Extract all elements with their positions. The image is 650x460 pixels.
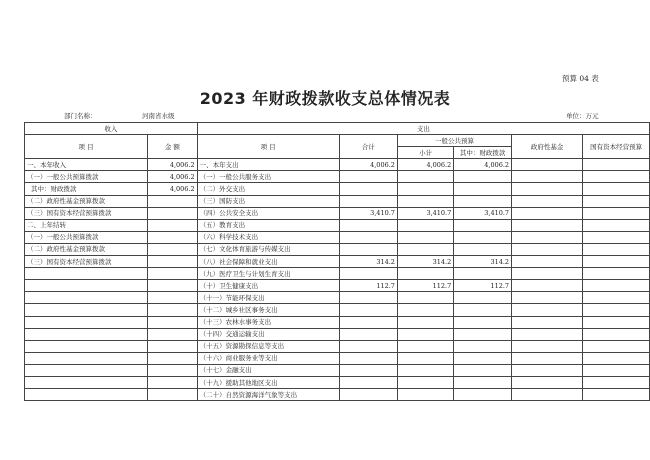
table-row: [25, 364, 650, 376]
expense-fiscal-cell: 3,410.7: [454, 207, 512, 219]
state-capital-cell: [583, 328, 650, 340]
gov-fund-cell: [512, 389, 583, 401]
expense-fiscal-cell: 4,006.2: [454, 159, 512, 171]
table-row: [25, 389, 650, 401]
header-row-2: [25, 135, 650, 147]
expense-subtotal-cell: 4,006.2: [397, 159, 453, 171]
income-amount-cell: [148, 304, 198, 316]
state-capital-cell: [583, 256, 650, 268]
income-item-cell: （二）政府性基金预算拨款: [25, 195, 148, 207]
expense-subtotal-cell: [397, 328, 453, 340]
table-row: [25, 268, 650, 280]
expense-item-cell: （十四）交通运输支出: [197, 328, 339, 340]
income-item-cell: [25, 376, 148, 388]
table-row: [25, 183, 650, 195]
expense-fiscal-cell: [454, 195, 512, 207]
state-capital-cell: [583, 171, 650, 183]
gov-fund-cell: [512, 195, 583, 207]
expense-subtotal-cell: 314.2: [397, 256, 453, 268]
expense-item-header: 项 目: [197, 135, 339, 159]
table-row: [25, 243, 650, 255]
expense-item-cell: （六）科学技术支出: [197, 231, 339, 243]
income-item-cell: [25, 280, 148, 292]
gov-fund-cell: [512, 268, 583, 280]
expense-item-cell: （八）社会保障和就业支出: [197, 256, 339, 268]
expense-item-cell: （十一）节能环保支出: [197, 292, 339, 304]
state-capital-cell: [583, 268, 650, 280]
expense-item-cell: （十五）资源勘探信息等支出: [197, 340, 339, 352]
expense-fiscal-cell: [454, 304, 512, 316]
expense-item-cell: （十六）商业服务业等支出: [197, 352, 339, 364]
income-amount-cell: [148, 195, 198, 207]
expense-subtotal-cell: [397, 340, 453, 352]
expense-total-cell: [339, 231, 397, 243]
expense-total-cell: 112.7: [339, 280, 397, 292]
expense-subtotal-cell: [397, 195, 453, 207]
expense-header: 支出: [197, 123, 649, 135]
income-amount-cell: 4,006.2: [148, 183, 198, 195]
expense-subtotal-cell: [397, 219, 453, 231]
state-capital-cell: [583, 183, 650, 195]
gov-fund-cell: [512, 219, 583, 231]
income-amount-header: 金 额: [148, 135, 198, 159]
expense-fiscal-cell: [454, 231, 512, 243]
income-item-header: 项 目: [25, 135, 148, 159]
income-item-cell: 二、上年结转: [25, 219, 148, 231]
gov-fund-cell: [512, 256, 583, 268]
state-capital-header: 国有资本经营预算: [583, 135, 650, 159]
table-row: [25, 376, 650, 388]
expense-subtotal-cell: [397, 376, 453, 388]
income-item-cell: （三）国有资本经营预算拨款: [25, 256, 148, 268]
budget-table: [24, 122, 650, 401]
income-amount-cell: [148, 219, 198, 231]
expense-subtotal-cell: [397, 316, 453, 328]
table-row: [25, 316, 650, 328]
expense-subtotal-cell: 3,410.7: [397, 207, 453, 219]
income-item-cell: [25, 328, 148, 340]
general-budget-header: 一般公共预算: [397, 135, 511, 147]
expense-item-cell: （二）外交支出: [197, 183, 339, 195]
expense-total-cell: [339, 376, 397, 388]
gov-fund-cell: [512, 292, 583, 304]
income-amount-cell: [148, 389, 198, 401]
gov-fund-cell: [512, 280, 583, 292]
expense-subtotal-cell: [397, 292, 453, 304]
gov-fund-header: 政府性基金: [512, 135, 583, 159]
expense-item-cell: （十二）城乡社区事务支出: [197, 304, 339, 316]
income-item-cell: （一）一般公共预算拨款: [25, 171, 148, 183]
expense-item-cell: （十九）援助其他地区支出: [197, 376, 339, 388]
income-item-cell: [25, 352, 148, 364]
state-capital-cell: [583, 219, 650, 231]
income-amount-cell: [148, 340, 198, 352]
state-capital-cell: [583, 304, 650, 316]
income-item-cell: [25, 304, 148, 316]
gov-fund-cell: [512, 183, 583, 195]
expense-total-cell: [339, 304, 397, 316]
state-capital-cell: [583, 340, 650, 352]
fiscal-header: 其中：财政拨款: [454, 147, 512, 159]
income-item-cell: [25, 389, 148, 401]
income-amount-cell: [148, 364, 198, 376]
table-row: [25, 256, 650, 268]
gov-fund-cell: [512, 231, 583, 243]
expense-total-cell: 3,410.7: [339, 207, 397, 219]
income-header: 收入: [25, 123, 198, 135]
expense-fiscal-cell: [454, 364, 512, 376]
expense-fiscal-cell: [454, 352, 512, 364]
gov-fund-cell: [512, 376, 583, 388]
expense-item-cell: （七）文化体育旅游与传媒支出: [197, 243, 339, 255]
expense-fiscal-cell: [454, 292, 512, 304]
expense-fiscal-cell: [454, 376, 512, 388]
income-item-cell: [25, 364, 148, 376]
income-amount-cell: [148, 268, 198, 280]
header-row-1: [25, 123, 650, 135]
income-item-cell: [25, 268, 148, 280]
expense-total-cell: [339, 389, 397, 401]
income-item-cell: （二）政府性基金预算拨款: [25, 243, 148, 255]
expense-total-cell: [339, 352, 397, 364]
state-capital-cell: [583, 352, 650, 364]
dept-name: 河南省水级: [142, 112, 175, 120]
expense-subtotal-cell: [397, 389, 453, 401]
income-item-cell: （一）一般公共预算拨款: [25, 231, 148, 243]
income-item-cell: [25, 340, 148, 352]
table-row: [25, 280, 650, 292]
income-amount-cell: [148, 328, 198, 340]
state-capital-cell: [583, 292, 650, 304]
gov-fund-cell: [512, 340, 583, 352]
expense-fiscal-cell: 112.7: [454, 280, 512, 292]
expense-fiscal-cell: 314.2: [454, 256, 512, 268]
gov-fund-cell: [512, 207, 583, 219]
expense-total-cell: [339, 243, 397, 255]
income-amount-cell: [148, 207, 198, 219]
table-row: [25, 195, 650, 207]
income-amount-cell: 4,006.2: [148, 171, 198, 183]
unit-label: 单位：万元: [566, 112, 599, 120]
page-title: 2023 年财政拨款收支总体情况表: [199, 89, 451, 108]
expense-subtotal-cell: [397, 352, 453, 364]
income-amount-cell: 4,006.2: [148, 159, 198, 171]
expense-fiscal-cell: [454, 268, 512, 280]
expense-total-cell: [339, 219, 397, 231]
income-item-cell: 一、本年收入: [25, 159, 148, 171]
state-capital-cell: [583, 231, 650, 243]
gov-fund-cell: [512, 304, 583, 316]
expense-fiscal-cell: [454, 219, 512, 231]
expense-fiscal-cell: [454, 171, 512, 183]
expense-fiscal-cell: [454, 316, 512, 328]
expense-item-cell: （三）国防支出: [197, 195, 339, 207]
gov-fund-cell: [512, 352, 583, 364]
expense-total-cell: [339, 316, 397, 328]
income-item-cell: 其中：财政拨款: [25, 183, 148, 195]
gov-fund-cell: [512, 171, 583, 183]
table-row: [25, 207, 650, 219]
state-capital-cell: [583, 280, 650, 292]
expense-subtotal-cell: [397, 364, 453, 376]
income-amount-cell: [148, 376, 198, 388]
expense-total-cell: [339, 364, 397, 376]
table-row: [25, 292, 650, 304]
expense-item-cell: （十三）农林水事务支出: [197, 316, 339, 328]
expense-total-cell: [339, 183, 397, 195]
state-capital-cell: [583, 376, 650, 388]
state-capital-cell: [583, 364, 650, 376]
table-row: [25, 219, 650, 231]
expense-item-cell: （十七）金融支出: [197, 364, 339, 376]
expense-fiscal-cell: [454, 328, 512, 340]
expense-subtotal-cell: [397, 183, 453, 195]
income-amount-cell: [148, 292, 198, 304]
table-row: [25, 231, 650, 243]
income-item-cell: （三）国有资本经营预算拨款: [25, 207, 148, 219]
state-capital-cell: [583, 207, 650, 219]
subtotal-header: 小计: [397, 147, 453, 159]
expense-fiscal-cell: [454, 389, 512, 401]
expense-total-cell: [339, 340, 397, 352]
expense-subtotal-cell: [397, 231, 453, 243]
income-amount-cell: [148, 280, 198, 292]
total-header: 合计: [339, 135, 397, 159]
gov-fund-cell: [512, 316, 583, 328]
state-capital-cell: [583, 195, 650, 207]
expense-item-cell: （五）教育支出: [197, 219, 339, 231]
expense-total-cell: 314.2: [339, 256, 397, 268]
expense-item-cell: （十）卫生健康支出: [197, 280, 339, 292]
gov-fund-cell: [512, 159, 583, 171]
income-amount-cell: [148, 256, 198, 268]
table-row: [25, 352, 650, 364]
expense-total-cell: [339, 171, 397, 183]
state-capital-cell: [583, 389, 650, 401]
expense-item-cell: 一、本年支出: [197, 159, 339, 171]
expense-subtotal-cell: [397, 268, 453, 280]
expense-total-cell: [339, 268, 397, 280]
document-id: 预算 04 表: [562, 74, 599, 83]
state-capital-cell: [583, 316, 650, 328]
expense-total-cell: [339, 292, 397, 304]
expense-item-cell: （二十）自然资源海洋气象等支出: [197, 389, 339, 401]
table-row: [25, 159, 650, 171]
table-row: [25, 171, 650, 183]
expense-item-cell: （九）医疗卫生与计划生育支出: [197, 268, 339, 280]
gov-fund-cell: [512, 328, 583, 340]
income-item-cell: [25, 292, 148, 304]
expense-fiscal-cell: [454, 340, 512, 352]
expense-item-cell: （一）一般公共服务支出: [197, 171, 339, 183]
income-amount-cell: [148, 231, 198, 243]
expense-fiscal-cell: [454, 183, 512, 195]
expense-subtotal-cell: [397, 243, 453, 255]
income-amount-cell: [148, 316, 198, 328]
expense-total-cell: [339, 195, 397, 207]
income-amount-cell: [148, 352, 198, 364]
expense-subtotal-cell: 112.7: [397, 280, 453, 292]
expense-subtotal-cell: [397, 304, 453, 316]
state-capital-cell: [583, 243, 650, 255]
expense-subtotal-cell: [397, 171, 453, 183]
expense-total-cell: 4,006.2: [339, 159, 397, 171]
expense-fiscal-cell: [454, 243, 512, 255]
expense-item-cell: （四）公共安全支出: [197, 207, 339, 219]
gov-fund-cell: [512, 243, 583, 255]
dept-label: 部门名称：: [64, 112, 97, 120]
income-amount-cell: [148, 243, 198, 255]
gov-fund-cell: [512, 364, 583, 376]
table-row: [25, 328, 650, 340]
table-row: [25, 304, 650, 316]
expense-total-cell: [339, 328, 397, 340]
table-row: [25, 340, 650, 352]
income-item-cell: [25, 316, 148, 328]
state-capital-cell: [583, 159, 650, 171]
